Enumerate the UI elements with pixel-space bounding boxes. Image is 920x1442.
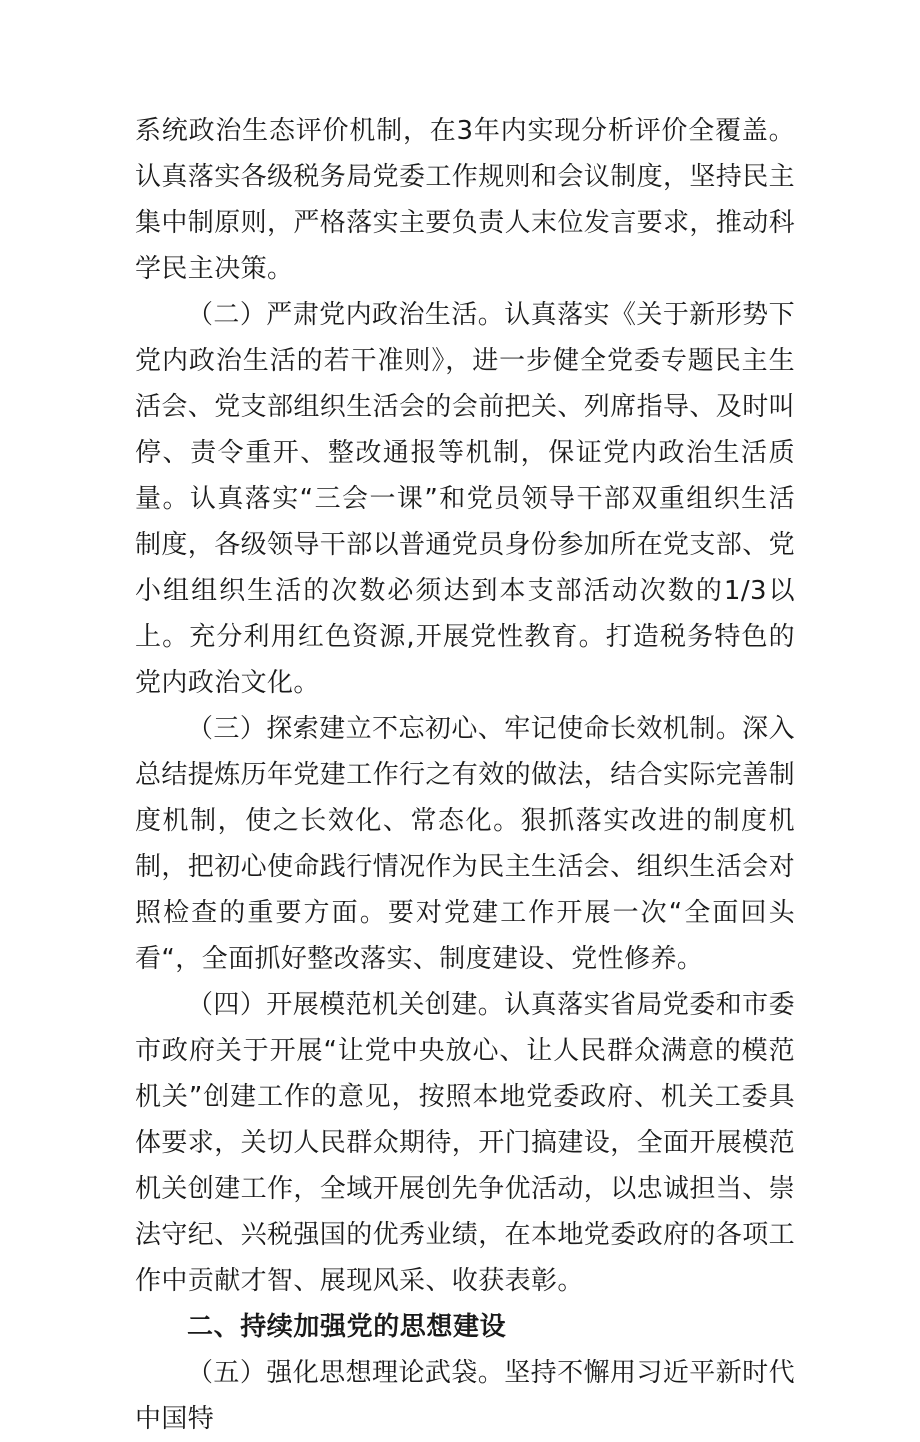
paragraph-continuation: 系统政治生态评价机制，在3年内实现分析评价全覆盖。认真落实各级税务局党委工作规则和会议制度，坚持民主集中制原则，严格落实主要负责人末位发言要求，推动科学民主决策。 bbox=[135, 116, 796, 284]
document-body bbox=[135, 108, 795, 1442]
paragraph-item-3-long-term-mechanism: （三）探索建立不忘初心、牢记使命长效机制。深入总结提炼历年党建工作行之有效的做法，结合实际完善制度机制，使之长效化、常态化。狠抓落实改进的制度机制，把初心使命践行情况作为民主生活会、组织生活会对照检查的重要方面。要对党建工作开展一次“全面回头看“，全面抓好整改落实、制度建设、党性修养。 bbox=[135, 714, 796, 974]
paragraph-item-2-political-life: （二）严肃党内政治生活。认真落实《关于新形势下党内政治生活的若干准则》，进一步健全党委专题民主生活会、党支部组织生活会的会前把关、列席指导、及时叫停、责令重开、整改通报等机制，保证党内政治生活质量。认真落实“三会一课”和党员领导干部双重组织生活制度，各级领导干部以普通党员身份参加所在党支部、党小组组织生活的次数必须达到本支部活动次数的1/3以上。充分利用红色资源,开展党性教育。打造税务特色的党内政治文化。 bbox=[135, 300, 796, 698]
paragraph-item-5-theory: （五）强化思想理论武袋。坚持不懈用习近平新时代中国特 bbox=[135, 1358, 795, 1434]
section-heading-2: 二、持续加强党的思想建设 bbox=[187, 1312, 507, 1342]
paragraph-item-4-model-agency: （四）开展模范机关创建。认真落实省局党委和市委市政府关于开展“让党中央放心、让人民群众满意的模范机关”创建工作的意见，按照本地党委政府、机关工委具体要求，关切人民群众期待，开门搞建设，全面开展模范机关创建工作，全域开展创先争优活动，以忠诚担当、崇法守纪、兴税强国的优秀业绩，在本地党委政府的各项工作中贡献才智、展现风采、收获表彰。 bbox=[135, 990, 796, 1296]
